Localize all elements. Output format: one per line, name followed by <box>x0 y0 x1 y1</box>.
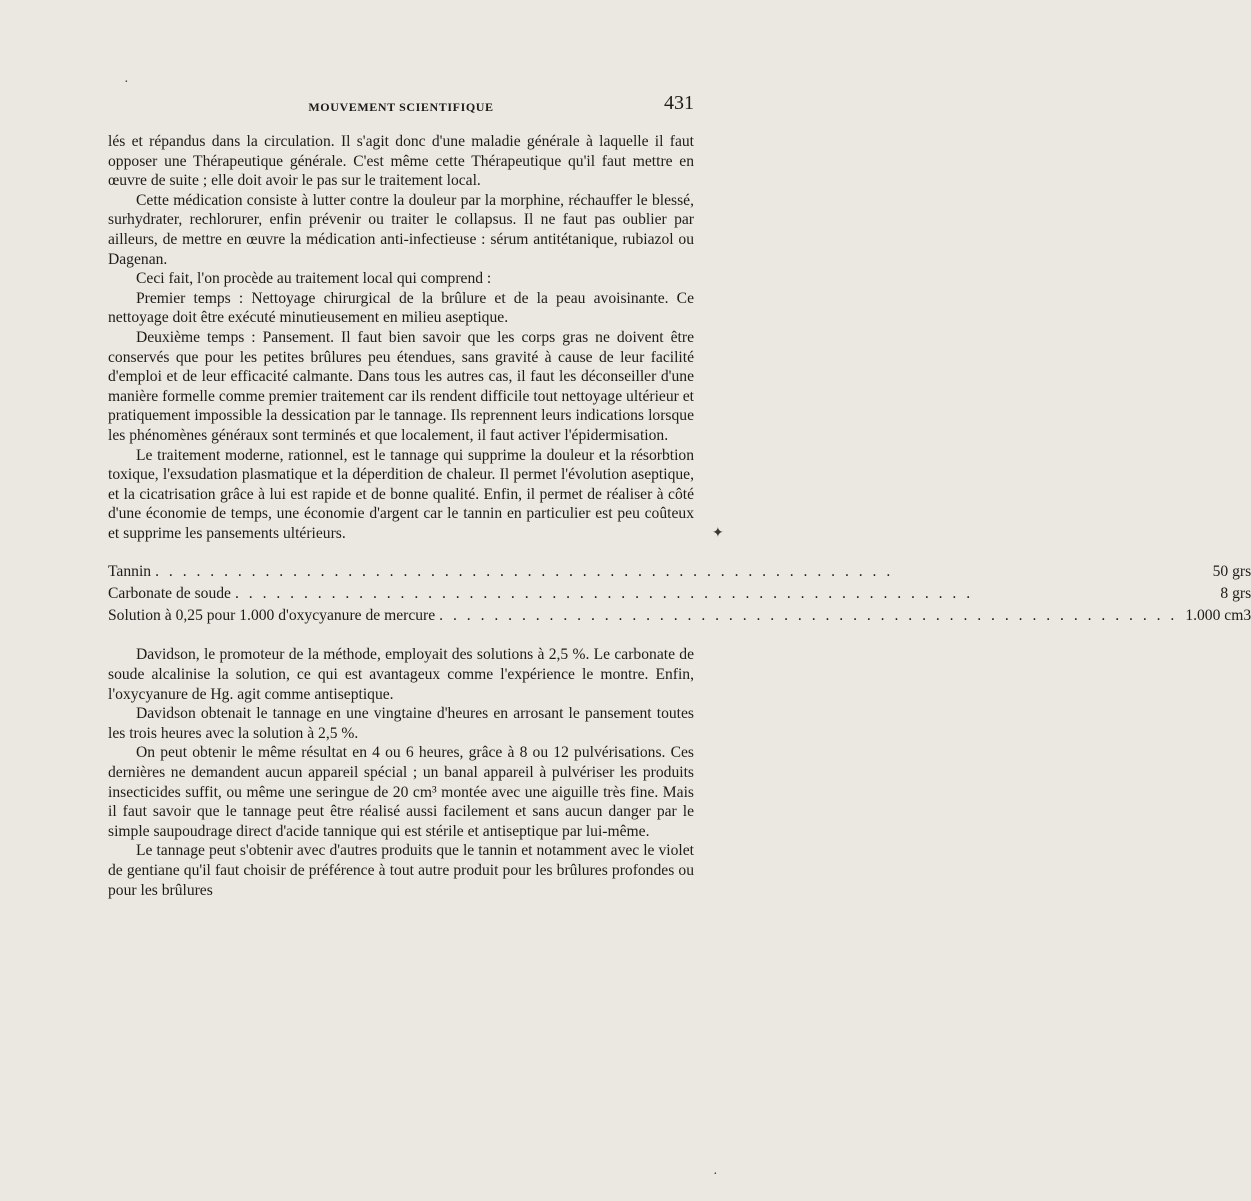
scan-speck-mark: · <box>713 1167 718 1182</box>
table-row <box>108 561 1251 583</box>
paragraph: Premier temps : Nettoyage chirurgical de la brûlure et de la peau avoisinante. Ce nettoyage doit être exécuté minutieusement en milieu aseptique. <box>108 289 694 327</box>
recipe-qty: 50 grs <box>1212 563 1251 581</box>
paragraph: Cette médication consiste à lutter contre la douleur par la morphine, réchauffer le blessé, surhydrater, rechlorurer, enfin prévenir ou traiter le collapsus. Il ne faut pas oublier par ailleurs, de mettre en œuvre la médication anti-infectieuse : sérum antitétanique, rubiazol ou Dagenan. <box>108 191 694 268</box>
recipe-label: Carbonate de soude <box>108 585 231 603</box>
running-title: MOUVEMENT SCIENTIFIQUE <box>308 100 494 114</box>
paragraph: On peut obtenir le même résultat en 4 ou 6 heures, grâce à 8 ou 12 pulvérisations. Ces dernières ne demandent aucun appareil spécial ; un banal appareil à pulvériser les produits insecticides suffit, ou même une seringue de 20 cm³ montée avec une aiguille très fine. Mais il faut savoir que le tannage peut être réalisé aussi facilement et sans aucun danger par le simple saupoudrage direct d'acide tannique qui est stérile et antiseptique par lui-même. <box>108 744 694 840</box>
recipe-qty: 8 grs <box>1220 585 1251 603</box>
spacer <box>108 543 694 561</box>
leader-dots <box>235 584 1177 604</box>
paragraph: Davidson, le promoteur de la méthode, employait des solutions à 2,5 %. Le carbonate de soude alcalinise la solution, ce qui est avantageux comme l'expérience le montre. Enfin, l'oxycyanure de Hg. agit comme antiseptique. <box>108 646 694 703</box>
table-row <box>108 605 1251 627</box>
paragraph: Davidson obtenait le tannage en une vingtaine d'heures en arrosant le pansement toutes les trois heures avec la solution à 2,5 %. <box>108 705 694 742</box>
paragraph: Le tannage peut s'obtenir avec d'autres produits que le tannin et notamment avec le violet de gentiane qu'il faut choisir de préférence à tout autre produit pour les brûlures profondes ou pour les brûlures <box>108 842 694 899</box>
spacer <box>108 627 694 645</box>
scan-speck-mark: ✦ <box>712 526 724 541</box>
recipe-label: Tannin <box>108 563 152 581</box>
paragraph: Ceci fait, l'on procède au traitement local qui comprend : <box>136 270 492 288</box>
page-body <box>108 132 1251 900</box>
leader-dots <box>155 562 1177 582</box>
scan-speck-mark: · <box>124 75 129 90</box>
leader-dots <box>439 606 1177 626</box>
page-number: 431 <box>664 92 694 114</box>
paragraph: lés et répandus dans la circulation. Il s'agit donc d'une maladie générale à laquelle il faut opposer une Thérapeutique générale. C'est même cette Thérapeutique qu'il faut mettre en œuvre de suite ; elle doit avoir le pas sur le traitement local. <box>108 133 694 190</box>
recipe-label: Solution à 0,25 pour 1.000 d'oxycyanure de mercure <box>108 607 436 625</box>
paragraph: Le traitement moderne, rationnel, est le tannage qui supprime la douleur et la résorbtion toxique, l'exsudation plasmatique et la déperdition de chaleur. Il permet l'évolution aseptique, et la cicatrisation grâce à lui est rapide et de bonne qualité. Enfin, il permet de réaliser à côté d'une économie de temps, une économie d'argent car le tannin en particulier est peu coûteux et supprime les pansements ultérieurs. <box>108 446 694 542</box>
paragraph: Deuxième temps : Pansement. Il faut bien savoir que les corps gras ne doivent être conservés que pour les petites brûlures peu étendues, sans gravité à cause de leur facilité d'emploi et de leur efficacité calmante. Dans tous les autres cas, il faut les déconseiller d'une manière formelle comme premier traitement car ils rendent difficile tout nettoyage ultérieur et pratiquement impossible la dessication par le tannage. Ils reprennent leurs indications lorsque les phénomènes généraux sont terminés et que localement, il faut activer l'épidermisation. <box>108 328 694 444</box>
table-row <box>108 583 1251 605</box>
running-header <box>108 92 694 122</box>
recipe-qty: 1.000 cm3 <box>1185 607 1251 625</box>
recipe-table <box>108 561 1251 627</box>
